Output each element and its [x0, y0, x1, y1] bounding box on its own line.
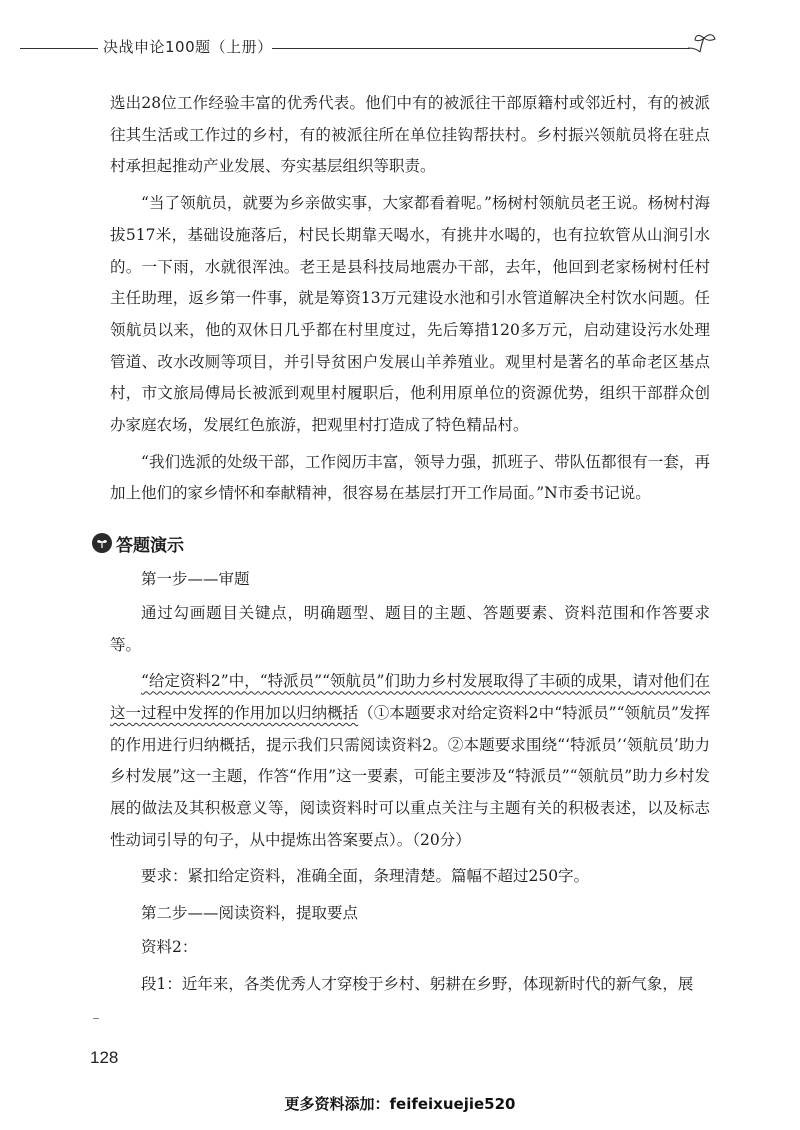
- question-task: 请对他们在这一过程中发挥的作用加以归纳概括: [110, 672, 710, 722]
- book-title: 决战申论100题（上册）: [103, 38, 273, 56]
- footer-note: 更多资料添加：feifeixuejie520: [284, 1095, 516, 1113]
- step-2-heading: 第二步——阅读资料，提取要点: [141, 904, 359, 923]
- body-paragraph-2: “当了领航员，就要为乡亲做实事，大家都看着呢。”杨树村领航员老王说。杨树村海拔517米，基础设施落后，村民长期靠天喝水，有挑井水喝的，也有拉软管从山涧引水的。一下雨，水就很浑浊。老王是县科技局地震办干部，去年，他回到老家杨树村任村主任助理，返乡第一件事，就是筹资13万元建设水池和引水管道解决全村饮水问题。任领航员以来，他的双休日几乎都在村里度过，先后筹措120多万元，启动建设污水处理管道、改水改厕等项目，并引导贫困户发展山羊养殖业。观里村是著名的革命老区基点村，市文旅局傅局长被派到观里村履职后，他利用原单位的资源优势，组织干部群众创办家庭农场，发展红色旅游，把观里村打造成了特色精品村。: [110, 194, 710, 435]
- step-1-intro: 通过勾画题目关键点，明确题型、题目的主题、答题要素、资料范围和作答要求等。: [110, 603, 710, 654]
- edge-mark: [93, 1018, 99, 1019]
- header-rule-right: [272, 48, 690, 49]
- answer-requirement: 要求：紧扣给定资料，准确全面，条理清楚。篇幅不超过250字。: [141, 867, 590, 886]
- question-source: “给定资料2”中，: [141, 672, 260, 691]
- question-paragraph: [110, 666, 710, 856]
- running-header: [0, 30, 800, 64]
- header-rule-left: [20, 48, 98, 49]
- body-paragraph-1: 选出28位工作经验丰富的优秀代表。他们中有的被派往干部原籍村或邻近村，有的被派往其生活或工作过的乡村，有的被派往所在单位挂钩帮扶村。乡村振兴领航员将在驻点村承担起推动产业发展、夯实基层组织等职责。: [110, 94, 710, 176]
- sprout-icon: [686, 30, 720, 56]
- leaf-badge-icon: [92, 533, 112, 553]
- section-title: 答题演示: [116, 535, 184, 556]
- section-heading: [92, 530, 710, 556]
- page-number: 128: [90, 1048, 119, 1067]
- body-paragraph-3: “我们选派的处级干部，工作阅历丰富，领导力强，抓班子、带队伍都很有一套，再加上他们的家乡情怀和奉献精神，很容易在基层打开工作局面。”N市委书记说。: [110, 452, 710, 503]
- step-1-heading: 第一步——审题: [141, 570, 250, 589]
- page-body: [110, 88, 710, 1005]
- material-paragraph-1: 段1：近年来，各类优秀人才穿梭于乡村、躬耕在乡野，体现新时代的新气象，展: [141, 974, 694, 993]
- question-notes: （①本题要求对给定资料2中“特派员”“领航员”发挥的作用进行归纳概括，提示我们只需阅读资料2。②本题要求围绕“‘特派员’‘领航员’助力乡村发展”这一主题，作答“作用”这一要素，可能主要涉及“特派员”“领航员”助力乡村发展的做法及其积极意义等，阅读资料时可以重点关注与主题有关的积极表述，以及标志性动词引导的句子，从中提炼出答案要点）。（20分）: [110, 703, 710, 849]
- question-theme: “特派员”“领航员”们助力乡村发展取得了丰硕的成果，: [259, 672, 633, 691]
- material-label: 资料2：: [141, 937, 198, 956]
